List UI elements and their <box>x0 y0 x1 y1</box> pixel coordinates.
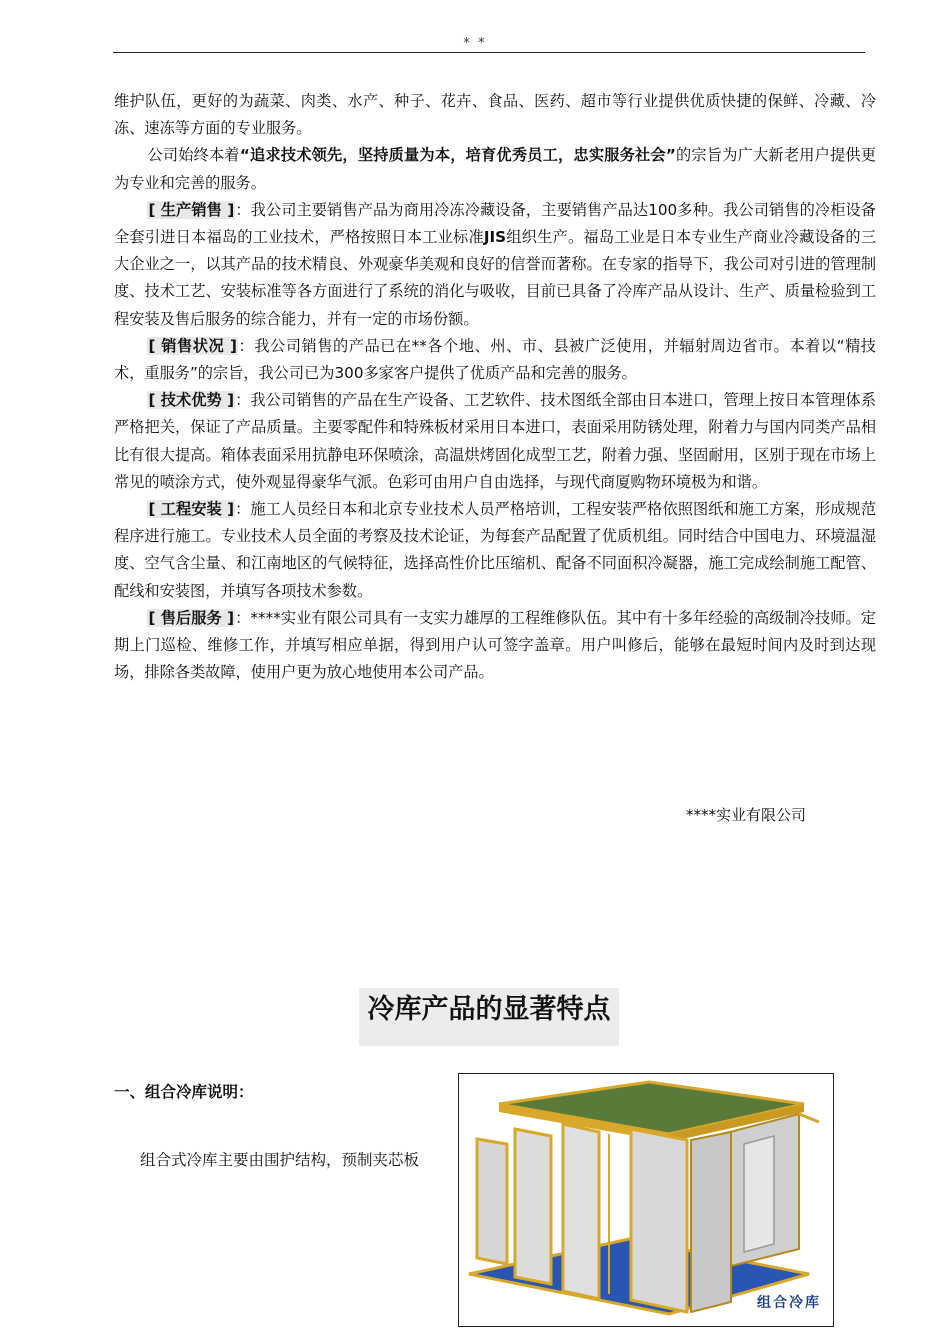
tag-production: [ 生产销售 ] <box>148 200 235 219</box>
paragraph-production <box>114 197 876 333</box>
mission-slogan: “追求技术领先，坚持质量为本，培育优秀员工，忠实服务社会” <box>239 146 676 165</box>
paragraph-service <box>114 605 876 687</box>
sub-text: 组合式冷库主要由围护结构，预制夹芯板 <box>140 1151 420 1169</box>
technology-text: ：我公司销售的产品在生产设备、工艺软件、技术图纸全部由日本进口，管理上按日本管理体系严格把关，保证了产品质量。主要零配件和特殊板材采用日本进口，表面采用防锈处理，附着力与国内同类产品相比有很大提高。箱体表面采用抗静电环保喷涂，高温烘烤固化成型工艺，附着力强、坚固耐用，区别于现在市场上常见的喷涂方式，使外观显得豪华气派。色彩可由用户自由选择，与现代商厦购物环境极为和谐。 <box>114 391 877 491</box>
paragraph-mission <box>114 142 876 196</box>
installation-text: ：施工人员经日本和北京专业技术人员严格培训，工程安装严格依照图纸和施工方案，形成规范程序进行施工。专业技术人员全面的考察及技术论证，为每套产品配置了优质机组。同时结合中国电力、环境温湿度、空气含尘量、和江南地区的气候特征，选择高性价比压缩机、配备不同面积冷凝器，施工完成绘制施工配管、配线和安装图，并填写各项技术参数。 <box>114 500 877 600</box>
sales-text: ：我公司销售的产品已在**各个地、州、市、县被广泛使用，并辐射周边省市。本着以“精技术，重服务”的宗旨，我公司已为300多家客户提供了优质产品和完善的服务。 <box>114 336 876 383</box>
paragraph-intro: 维护队伍，更好的为蔬菜、肉类、水产、种子、花卉、食品、医药、超市等行业提供优质快捷的保鲜、冷藏、冷冻、速冻等方面的专业服务。 <box>114 92 876 138</box>
paragraph-sales <box>114 333 876 387</box>
mission-lead: 公司始终本着 <box>147 146 240 165</box>
mission-tail: 的宗旨为广大新老用户提供更为专业和完善的服务。 <box>114 146 877 192</box>
figure-caption: 组合冷库 <box>757 1295 821 1311</box>
section-title: 冷库产品的显著特点 <box>359 988 619 1046</box>
production-text-2: 组织生产。福岛工业是日本专业生产商业冷藏设备的三大企业之一，以其产品的技术精良、外观豪华美观和良好的信誉而著称。在专家的指导下，我公司对引进的管理制度、技术工艺、安装标准等各方面进行了系统的消化与吸收，目前已具备了冷库产品从设计、生产、质量检验到工程安装及售后服务的综合能力，并有一定的市场份额。 <box>114 228 877 328</box>
sub-heading: 一、组合冷库说明： <box>114 1083 254 1101</box>
paragraph-installation <box>114 496 876 605</box>
tag-service: [ 售后服务 ] <box>148 608 235 627</box>
cold-storage-illustration <box>459 1074 833 1326</box>
production-standard: JIS <box>483 228 507 247</box>
page-header-mark: * * <box>463 36 487 51</box>
paragraph-technology <box>114 387 876 496</box>
tag-installation: [ 工程安装 ] <box>148 500 235 519</box>
production-text: ：我公司主要销售产品为商用冷冻冷藏设备，主要销售产品达100多种。我公司销售的冷柜设备全套引进日本福岛的工业技术，严格按照日本工业标准 <box>114 200 876 247</box>
cold-storage-figure <box>458 1073 834 1327</box>
service-text: ：****实业有限公司具有一支实力雄厚的工程维修队伍。其中有十多年经验的高级制冷技师。定期上门巡检、维修工作，并填写相应单据，得到用户认可签字盖章。用户叫修后，能够在最短时间内及时到达现场，排除各类故障，使用户更为放心地使用本公司产品。 <box>114 608 876 682</box>
tag-sales: [ 销售状况 ] <box>148 336 237 355</box>
body-text <box>114 88 876 686</box>
company-signature: ****实业有限公司 <box>686 806 807 824</box>
tag-technology: [ 技术优势 ] <box>148 391 235 410</box>
header-rule <box>113 52 865 53</box>
